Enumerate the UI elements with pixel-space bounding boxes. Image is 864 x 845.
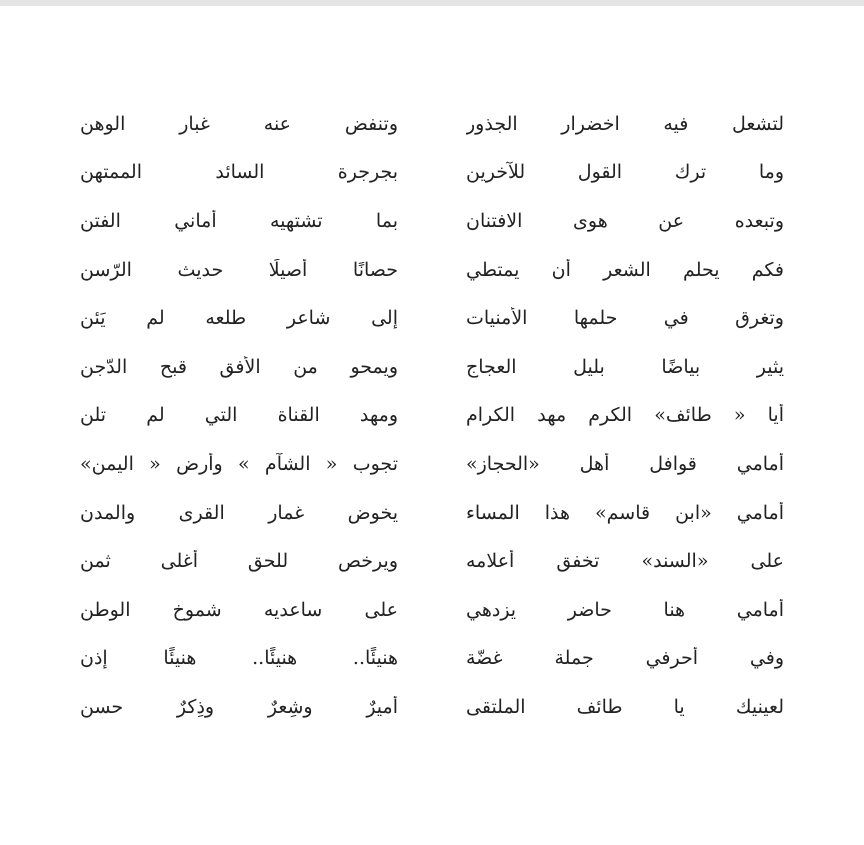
poem-couplet [80,197,784,246]
poem-second-hemistich: بما تشتهيه أماني الفتن [80,210,398,233]
poem-couplet [80,440,784,489]
poem-couplet [80,246,784,295]
poem-second-hemistich: إلى شاعر طلعه لم يَئن [80,307,398,330]
poem-second-hemistich: يخوض غمار القرى والمدن [80,501,398,524]
top-divider-bar [0,0,864,6]
poem-couplet [80,392,784,441]
poem-first-hemistich: أمامي «ابن قاسم» هذا المساء [466,501,784,524]
poem-second-hemistich: تجوب « الشآم » وأرض « اليمن» [80,453,398,476]
poem-couplet [80,586,784,635]
poem-first-hemistich: وفي أحرفي جملة غضّة [466,647,784,670]
poem-second-hemistich: ويمحو من الأفق قبح الدّجن [80,355,398,378]
poem-second-hemistich: بجرجرة السائد الممتهن [80,161,398,184]
poem-couplet [80,294,784,343]
poem-first-hemistich: أيا « طائف» الكرم مهد الكرام [466,404,784,427]
poem-first-hemistich: وما ترك القول للآخرين [466,161,784,184]
poem-first-hemistich: على «السند» تخفق أعلامه [466,550,784,573]
poem-first-hemistich: لتشعل فيه اخضرار الجذور [466,112,784,135]
poem-second-hemistich: هنيئًا.. هنيئًا.. هنيئًا إذن [80,647,398,670]
poem-second-hemistich: أميرٌ وشِعرٌ وذِكرٌ حسن [80,696,398,719]
poem-couplet [80,343,784,392]
poem-second-hemistich: وتنفض عنه غبار الوهن [80,112,398,135]
poem-first-hemistich: أمامي قوافل أهل «الحجاز» [466,453,784,476]
poem-first-hemistich: وتبعده عن هوى الافتنان [466,210,784,233]
poem-couplet [80,683,784,732]
poem-second-hemistich: حصانًا أصيلًا حديث الرّسن [80,258,398,281]
poem-second-hemistich: ويرخص للحق أغلى ثمن [80,550,398,573]
poem-first-hemistich: يثير بياضًا بليل العجاج [466,355,784,378]
poem-second-hemistich: ومهد القناة التي لم تلن [80,404,398,427]
poem-couplet [80,537,784,586]
poem-second-hemistich: على ساعديه شموخ الوطن [80,598,398,621]
poem-first-hemistich: وتغرق في حلمها الأمنيات [466,307,784,330]
poem-couplet [80,635,784,684]
poem-first-hemistich: فكم يحلم الشعر أن يمتطي [466,258,784,281]
poem-first-hemistich: لعينيك يا طائف الملتقى [466,696,784,719]
poem-first-hemistich: أمامي هنا حاضر يزدهي [466,598,784,621]
poem-body [80,100,784,732]
poem-couplet [80,149,784,198]
poem-couplet [80,489,784,538]
poem-couplet [80,100,784,149]
